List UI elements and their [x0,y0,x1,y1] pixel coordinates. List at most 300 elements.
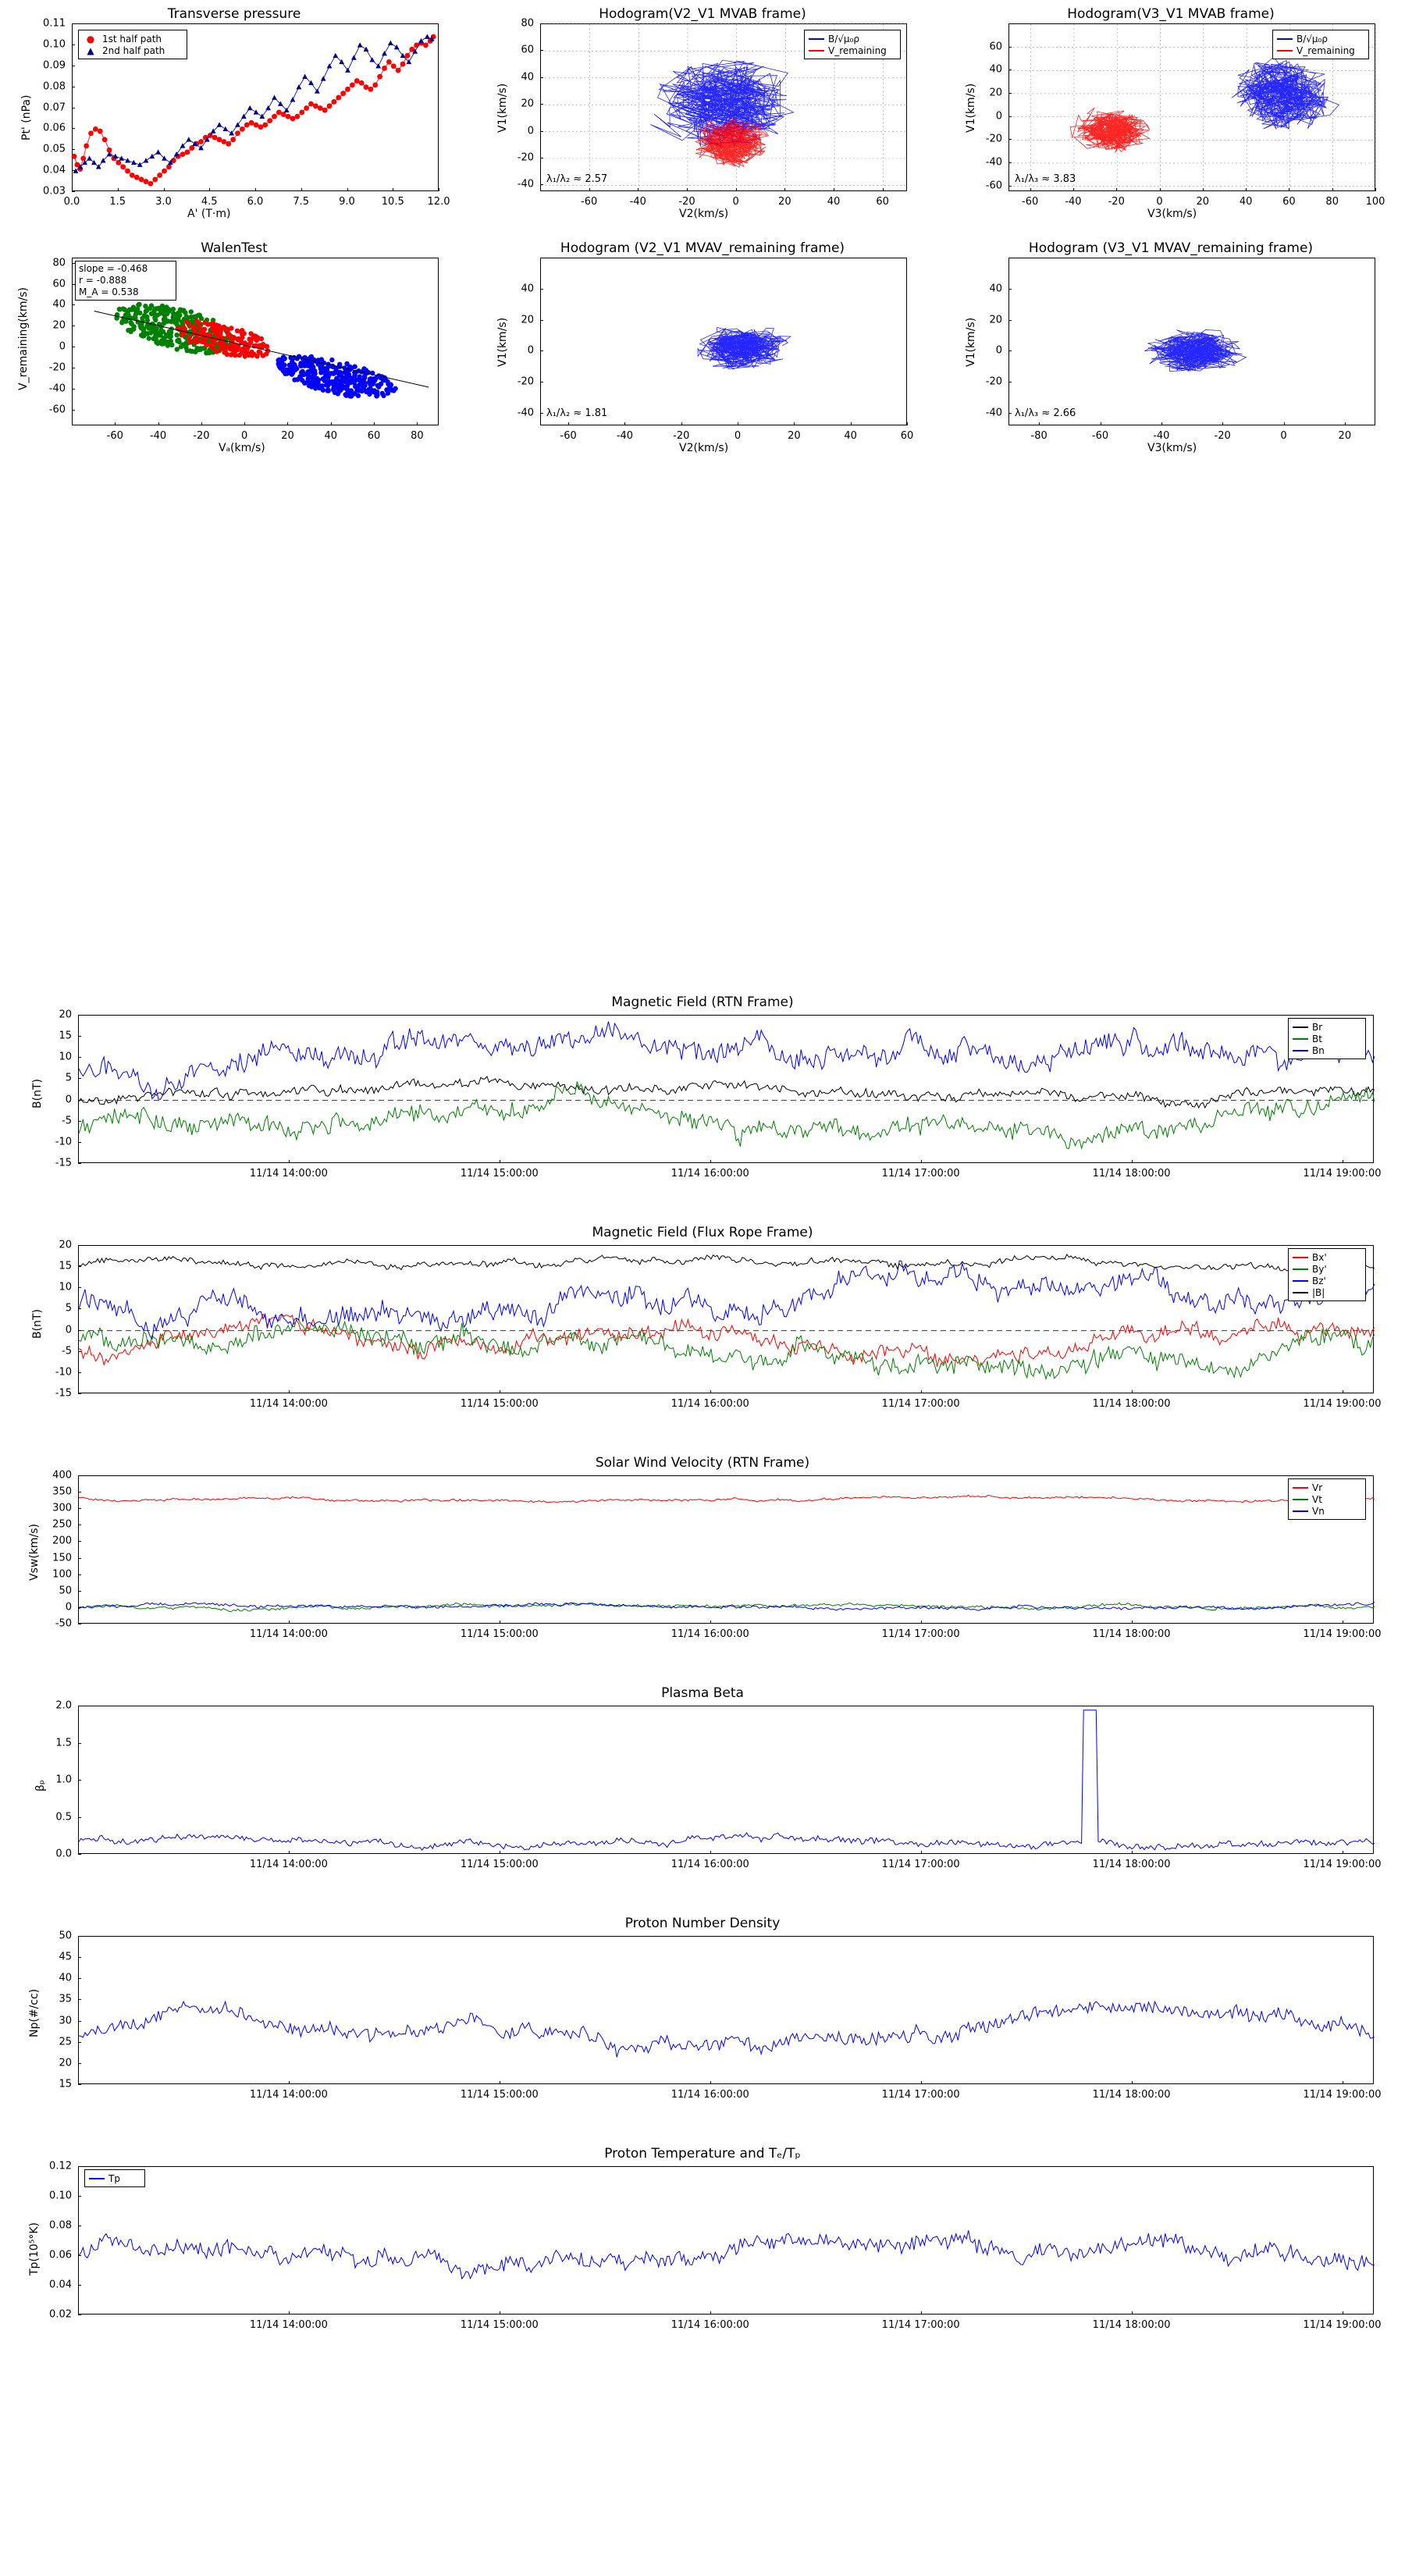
x-tick-label: 20 [778,196,791,208]
y-tick-mark [540,184,543,185]
y-tick-label: 15 [59,2078,72,2090]
x-tick-mark [417,422,418,425]
line-swatch-icon [1277,50,1293,52]
y-tick-mark [540,131,543,132]
x-tick-mark [1203,188,1204,191]
y-tick-mark [1008,186,1012,187]
x-tick-label: -60 [1091,430,1109,442]
panel-transverse-pressure [0,0,468,226]
y-tick-label: 0.04 [43,164,66,176]
x-tick-label: -80 [1030,430,1048,442]
y-tick-label: 40 [521,283,534,295]
y-tick-label: 0.12 [49,2160,72,2172]
x-tick-mark [201,422,202,425]
x-tick-label: 11/14 17:00:00 [881,2089,960,2101]
x-tick-mark [287,422,288,425]
y-tick-mark [72,128,75,129]
y-tick-label: -5 [62,1345,72,1357]
plot-canvas [79,1476,1375,1624]
y-tick-mark [78,2084,81,2085]
y-tick-mark [72,170,75,171]
panel-title: Hodogram(V2_V1 MVAB frame) [599,6,806,22]
x-axis-label: V2(km/s) [679,442,729,454]
x-tick-mark [710,1390,711,1393]
y-tick-label: 0.04 [49,2279,72,2291]
x-tick-label: 0 [732,196,739,208]
x-tick-mark [921,1390,922,1393]
x-tick-mark [784,188,785,191]
y-tick-label: 20 [59,2057,72,2069]
x-tick-mark [289,2081,290,2084]
panel-title: Transverse pressure [167,6,301,22]
y-tick-label: 200 [52,1535,72,1547]
x-tick-label: 11/14 16:00:00 [670,1168,749,1179]
y-tick-mark [78,1936,81,1937]
x-tick-label: 4.5 [201,196,218,208]
y-tick-mark [78,2196,81,2197]
y-tick-label: 1.5 [55,1737,72,1749]
x-tick-mark [164,188,165,191]
y-axis-label: B(nT) [31,1309,44,1339]
x-tick-mark [883,188,884,191]
y-tick-mark [72,389,75,390]
y-axis-label: Np(#/cc) [28,1988,41,2037]
x-tick-label: 11/14 16:00:00 [670,1628,749,1640]
legend [78,30,187,59]
x-tick-mark [1132,1390,1133,1393]
plot-area [1008,258,1375,425]
fit-stats-box [75,261,176,301]
x-tick-mark [1073,188,1074,191]
y-tick-label: -10 [55,1136,72,1148]
x-tick-label: 20 [788,430,801,442]
y-tick-label: 1.0 [55,1774,72,1786]
y-tick-label: -20 [985,375,1002,388]
y-tick-mark [78,1015,81,1016]
x-tick-mark [1132,1160,1133,1163]
x-tick-label: 11/14 19:00:00 [1303,1859,1382,1870]
y-axis-label: B(nT) [31,1079,44,1108]
panel-title: Hodogram(V3_V1 MVAB frame) [1067,6,1275,22]
y-tick-label: 35 [59,1993,72,2005]
legend-item: ▲ 2nd half path [83,44,183,56]
y-tick-label: 20 [989,314,1002,326]
x-tick-mark [301,188,302,191]
plot-canvas [79,1016,1375,1164]
x-tick-label: -60 [1022,196,1039,208]
panel-hodogram-v3v1-mvav [937,234,1405,464]
x-tick-label: 11/14 19:00:00 [1303,1628,1382,1640]
y-tick-label: 80 [521,17,534,30]
x-tick-label: 0 [734,430,742,442]
x-tick-label: 20 [1196,196,1210,208]
legend-item: Bz' [1293,1275,1361,1286]
y-axis-label: V_remaining(km/s) [17,287,30,390]
y-tick-mark [78,1817,81,1818]
plot-canvas [79,1706,1375,1855]
y-tick-mark [540,77,543,78]
y-tick-mark [78,2021,81,2022]
x-tick-mark [331,422,332,425]
panel-magnetic-field-rtn [0,991,1405,1226]
y-tick-mark [78,2063,81,2064]
x-tick-label: 11/14 15:00:00 [460,2319,539,2331]
x-tick-label: 12.0 [427,196,450,208]
y-tick-mark [78,1142,81,1143]
x-tick-label: 40 [844,430,857,442]
circle-marker-icon: ● [86,33,95,44]
x-tick-label: 0 [1156,196,1163,208]
x-tick-label: -20 [193,430,210,442]
x-axis-label: V3(km/s) [1147,208,1197,220]
y-axis-label: V1(km/s) [496,317,509,367]
y-tick-label: -60 [985,180,1002,192]
x-tick-mark [589,188,590,191]
y-tick-mark [540,50,543,51]
y-tick-label: 0.11 [43,17,66,30]
y-tick-label: -10 [55,1366,72,1379]
x-tick-label: 11/14 15:00:00 [460,1168,539,1179]
x-tick-label: 20 [1338,430,1352,442]
x-tick-mark [921,1621,922,1624]
eigenvalue-ratio-annotation: λ₁/λ₂ ≈ 1.81 [546,407,608,419]
y-tick-mark [1008,413,1012,414]
panel-title: Solar Wind Velocity (RTN Frame) [595,1455,810,1471]
y-tick-mark [78,1743,81,1744]
y-tick-label: 25 [59,2036,72,2048]
y-axis-label: V1(km/s) [496,83,509,133]
x-tick-label: 11/14 17:00:00 [881,2319,960,2331]
y-tick-mark [78,1957,81,1958]
y-tick-mark [72,410,75,411]
y-tick-mark [78,1245,81,1246]
plot-canvas [79,1937,1375,2085]
panel-title: Plasma Beta [661,1685,744,1701]
eigenvalue-ratio-annotation: λ₁/λ₃ ≈ 3.83 [1015,173,1076,185]
x-tick-label: 60 [900,430,914,442]
legend-item: Tp [89,2172,140,2184]
legend-item: V_remaining [1277,44,1364,56]
y-tick-label: 40 [521,71,534,84]
x-tick-label: 11/14 17:00:00 [881,1859,960,1870]
y-tick-mark [1008,289,1012,290]
line-swatch-icon [1293,1050,1308,1051]
y-tick-label: 40 [52,298,66,311]
y-tick-label: -40 [985,407,1002,419]
x-tick-mark [289,2311,290,2314]
y-tick-mark [72,149,75,150]
y-tick-label: 20 [989,87,1002,99]
y-tick-label: 0 [995,110,1002,123]
y-tick-mark [540,23,543,24]
y-tick-label: 0.06 [43,122,66,134]
panel-hodogram-v3v1-mvab [937,0,1405,226]
y-tick-label: 10 [59,1281,72,1293]
x-tick-label: 7.5 [293,196,310,208]
y-tick-mark [78,1100,81,1101]
x-tick-label: 0.0 [63,196,80,208]
y-tick-label: -40 [517,178,534,190]
fit-ma: M_A = 0.538 [79,286,139,297]
y-tick-mark [78,2166,81,2167]
x-tick-label: -20 [678,196,695,208]
panel-title: Proton Temperature and Tₑ/Tₚ [604,2146,801,2161]
x-tick-mark [851,422,852,425]
x-tick-label: 11/14 14:00:00 [249,1859,328,1870]
x-tick-label: 40 [324,430,338,442]
x-tick-label: 10.5 [381,196,404,208]
y-tick-mark [1008,320,1012,321]
x-tick-label: 11/14 14:00:00 [249,1168,328,1179]
y-tick-mark [78,1508,81,1509]
y-tick-label: 0.5 [55,1811,72,1823]
x-tick-label: 0 [241,430,248,442]
y-tick-label: 0 [527,125,534,137]
x-tick-label: -60 [560,430,577,442]
y-tick-mark [78,1351,81,1352]
y-tick-mark [78,1978,81,1979]
x-axis-label: Vₐ(km/s) [219,442,265,454]
y-tick-label: 5 [65,1302,72,1315]
y-tick-mark [72,108,75,109]
y-tick-mark [540,320,543,321]
y-tick-label: 50 [59,1930,72,1942]
x-tick-label: 11/14 17:00:00 [881,1398,960,1410]
x-tick-mark [1222,422,1223,425]
y-tick-mark [78,1591,81,1592]
panel-title: Magnetic Field (RTN Frame) [611,994,794,1010]
x-tick-label: 1.5 [109,196,126,208]
x-tick-label: -20 [673,430,690,442]
line-swatch-icon [1293,1257,1308,1258]
x-tick-mark [1116,188,1117,191]
y-tick-label: 0.07 [43,101,66,113]
y-tick-label: 45 [59,1951,72,1963]
y-tick-label: -20 [517,151,534,164]
y-tick-label: 0 [65,1094,72,1106]
legend-item: Bx' [1293,1251,1361,1263]
plot-canvas [541,258,908,426]
x-tick-label: 3.0 [155,196,172,208]
plot-canvas [1009,258,1376,426]
y-tick-label: -15 [55,1157,72,1169]
y-tick-mark [78,1372,81,1373]
x-tick-label: -40 [1153,430,1170,442]
x-tick-label: 11/14 17:00:00 [881,1168,960,1179]
y-tick-mark [72,191,75,192]
y-tick-mark [540,413,543,414]
x-tick-mark [244,422,245,425]
y-tick-mark [78,1541,81,1542]
y-tick-label: 0.02 [49,2308,72,2321]
x-tick-label: -40 [1065,196,1082,208]
line-swatch-icon [89,2178,105,2179]
x-tick-mark [158,422,159,425]
y-tick-label: 15 [59,1260,72,1272]
y-tick-mark [1008,116,1012,117]
line-swatch-icon [1293,1499,1308,1500]
y-tick-label: 2.0 [55,1699,72,1712]
plot-area [78,1475,1374,1624]
line-swatch-icon [1293,1487,1308,1489]
x-tick-mark [255,188,256,191]
legend-item: ● 1st half path [83,33,183,44]
x-tick-mark [1132,1851,1133,1854]
y-tick-mark [72,284,75,285]
y-tick-label: 150 [52,1552,72,1564]
y-tick-label: 0.03 [43,185,66,197]
x-tick-mark [687,188,688,191]
x-tick-label: -40 [629,196,646,208]
x-tick-label: 60 [1282,196,1296,208]
x-tick-mark [794,422,795,425]
x-axis-label: V3(km/s) [1147,442,1197,454]
y-tick-label: 20 [521,98,534,110]
y-tick-mark [78,1558,81,1559]
legend-item: By' [1293,1263,1361,1275]
panel-magnetic-field-flux-rope [0,1222,1405,1456]
y-tick-label: -40 [48,382,66,395]
y-tick-label: 0.10 [43,38,66,51]
x-tick-mark [1161,422,1162,425]
y-tick-label: 400 [52,1469,72,1482]
y-tick-mark [78,1287,81,1288]
y-tick-mark [78,1780,81,1781]
y-axis-label: Tp(10⁵°K) [28,2222,41,2275]
x-tick-mark [289,1621,290,1624]
x-tick-mark [710,2081,711,2084]
legend [804,30,901,59]
y-tick-label: 0.06 [49,2249,72,2261]
x-tick-label: 11/14 19:00:00 [1303,1168,1382,1179]
x-tick-label: 11/14 15:00:00 [460,1398,539,1410]
x-tick-label: 11/14 18:00:00 [1092,2089,1171,2101]
y-tick-label: 20 [59,1239,72,1251]
y-tick-mark [72,23,75,24]
x-tick-mark [568,422,569,425]
panel-proton-number-density [0,1912,1405,2147]
x-tick-mark [1375,188,1376,191]
x-tick-label: 80 [1325,196,1339,208]
x-axis-label: A' (T·m) [187,208,231,220]
y-tick-label: 350 [52,1485,72,1498]
panel-title: Hodogram (V3_V1 MVAV_remaining frame) [1028,240,1314,256]
y-axis-label: Pt' (nPa) [20,94,33,141]
x-tick-mark [907,422,908,425]
line-swatch-icon [1293,1026,1308,1028]
y-tick-label: 0 [59,340,66,353]
panel-title: Hodogram (V2_V1 MVAV_remaining frame) [560,240,845,256]
y-tick-mark [78,1036,81,1037]
y-tick-label: 40 [59,1972,72,1984]
y-tick-label: 60 [521,44,534,56]
x-tick-mark [921,1851,922,1854]
panel-title: Magnetic Field (Flux Rope Frame) [592,1225,813,1240]
x-tick-label: 11/14 15:00:00 [460,1628,539,1640]
fit-r: r = -0.888 [79,275,127,286]
y-axis-label: V1(km/s) [965,83,977,133]
x-tick-mark [710,1851,711,1854]
x-tick-label: 11/14 16:00:00 [670,2089,749,2101]
y-tick-label: 0.0 [55,1848,72,1860]
line-swatch-icon [1293,1510,1308,1512]
plot-area [78,1936,1374,2084]
y-tick-label: 0.08 [43,80,66,93]
x-tick-label: 100 [1365,196,1385,208]
y-axis-label: βₚ [34,1780,47,1791]
y-tick-label: 20 [59,1009,72,1021]
line-swatch-icon [1293,1268,1308,1270]
x-tick-mark [921,2311,922,2314]
x-tick-label: 11/14 19:00:00 [1303,2319,1382,2331]
legend-item: Vr [1293,1482,1361,1493]
y-tick-label: 80 [52,257,66,269]
plot-area [540,258,907,425]
y-tick-label: 5 [65,1072,72,1084]
legend [1288,1018,1366,1059]
x-tick-mark [624,422,625,425]
legend-item: Bn [1293,1044,1361,1056]
legend-item: Bt [1293,1033,1361,1044]
x-tick-label: 11/14 14:00:00 [249,2089,328,2101]
x-tick-mark [118,188,119,191]
y-tick-mark [78,1607,81,1608]
y-tick-mark [1008,350,1012,351]
y-tick-label: -20 [985,133,1002,145]
x-tick-label: 11/14 15:00:00 [460,2089,539,2101]
y-tick-label: 250 [52,1518,72,1531]
x-tick-label: 40 [827,196,841,208]
panel-plasma-beta [0,1682,1405,1916]
eigenvalue-ratio-annotation: λ₁/λ₃ ≈ 2.66 [1015,407,1076,419]
x-tick-label: 9.0 [339,196,355,208]
x-tick-mark [374,422,375,425]
y-tick-mark [1008,47,1012,48]
legend [1272,30,1369,59]
x-tick-label: -20 [1108,196,1125,208]
panel-proton-temperature [0,2143,1405,2377]
plot-canvas [79,2167,1375,2315]
x-tick-mark [1160,188,1161,191]
x-tick-label: 11/14 18:00:00 [1092,1398,1171,1410]
y-tick-label: 20 [52,319,66,332]
y-tick-label: 0 [527,344,534,357]
y-tick-label: -5 [62,1115,72,1127]
y-tick-label: -40 [985,156,1002,169]
x-tick-label: 11/14 14:00:00 [249,2319,328,2331]
x-tick-label: 11/14 18:00:00 [1092,1628,1171,1640]
x-tick-label: 11/14 19:00:00 [1303,1398,1382,1410]
x-tick-label: 80 [411,430,424,442]
y-tick-mark [78,2285,81,2286]
y-tick-label: 0 [995,344,1002,357]
y-tick-label: 0.08 [49,2219,72,2232]
x-tick-mark [1246,188,1247,191]
y-tick-mark [78,1854,81,1855]
y-tick-mark [540,289,543,290]
x-tick-mark [289,1160,290,1163]
y-tick-mark [78,1266,81,1267]
x-tick-label: 11/14 17:00:00 [881,1628,960,1640]
y-tick-label: 30 [59,2015,72,2027]
x-tick-mark [921,2081,922,2084]
y-tick-mark [78,1078,81,1079]
x-tick-label: -60 [581,196,598,208]
x-tick-mark [209,188,210,191]
y-tick-mark [72,44,75,45]
x-tick-mark [681,422,682,425]
eigenvalue-ratio-annotation: λ₁/λ₂ ≈ 2.57 [546,173,608,185]
